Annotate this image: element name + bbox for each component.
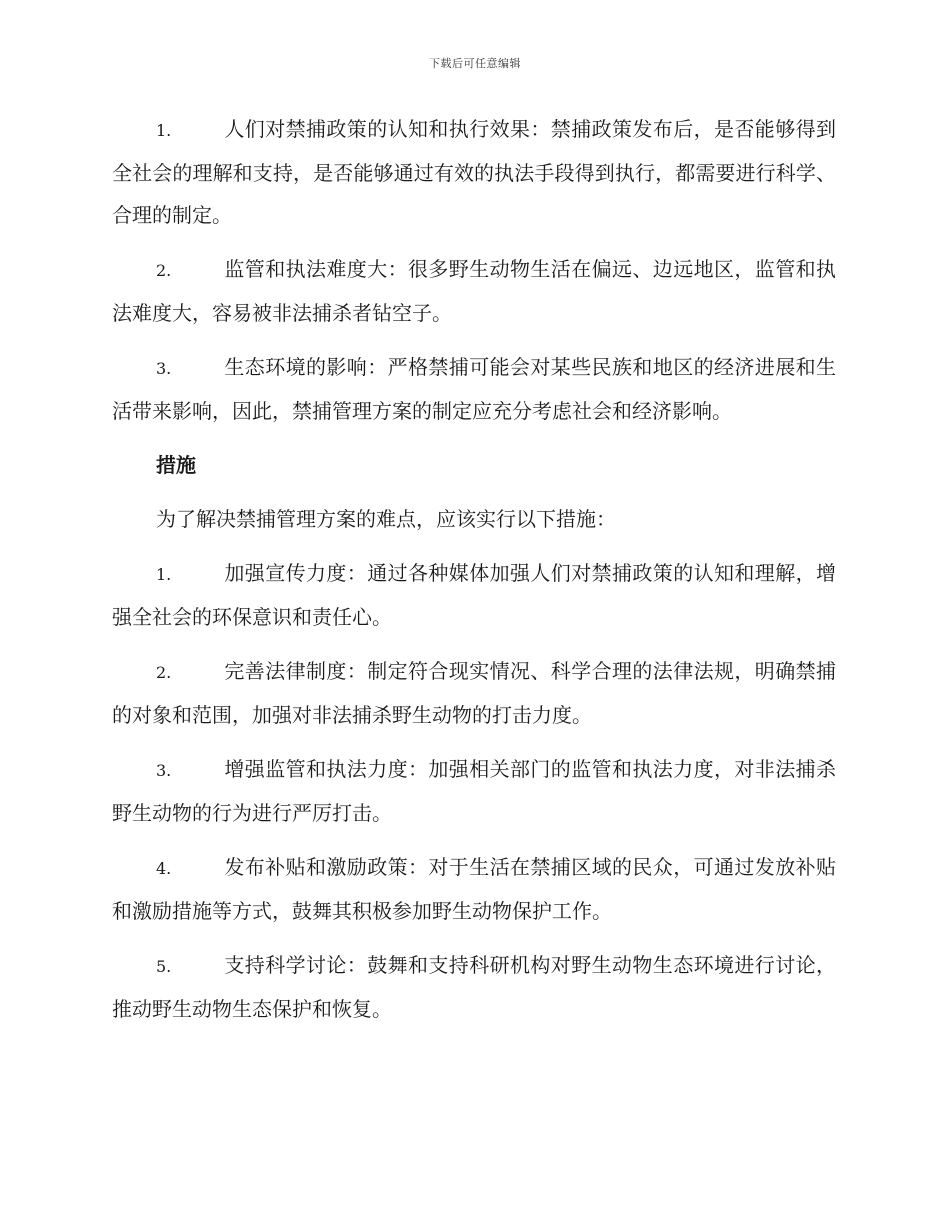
item-number: 1. [156,121,172,140]
item-text: 加强宣传力度：通过各种媒体加强人们对禁捕政策的认知和理解，增强全社会的环保意识和责任心。 [112,561,836,629]
measure-item-5 [112,944,836,1030]
measure-item-2 [112,650,836,736]
section-heading: 措施 [156,453,196,477]
difficulty-item-3 [112,346,836,432]
item-number: 2. [156,663,172,682]
document-body [112,108,836,1042]
item-number: 3. [156,761,172,780]
item-number: 5. [156,957,172,976]
item-text: 人们对禁捕政策的认知和执行效果：禁捕政策发布后，是否能够得到全社会的理解和支持，是否能够通过有效的执法手段得到执行，都需要进行科学、合理的制定。 [112,117,836,227]
measure-item-4 [112,846,836,932]
item-text: 监管和执法难度大：很多野生动物生活在偏远、边远地区，监管和执法难度大，容易被非法捕杀者钻空子。 [112,257,836,325]
item-text: 支持科学讨论：鼓舞和支持科研机构对野生动物生态环境进行讨论，推动野生动物生态保护和恢复。 [112,953,836,1021]
page-header: 下载后可任意编辑 [429,57,521,70]
item-text: 发布补贴和激励政策：对于生活在禁捕区域的民众，可通过发放补贴和激励措施等方式，鼓舞其积极参加野生动物保护工作。 [112,855,836,923]
item-number: 4. [156,859,172,878]
measure-item-3 [112,748,836,834]
measure-item-1 [112,552,836,638]
item-text: 增强监管和执法力度：加强相关部门的监管和执法力度，对非法捕杀野生动物的行为进行严厉打击。 [112,757,836,825]
item-text: 完善法律制度：制定符合现实情况、科学合理的法律法规，明确禁捕的对象和范围，加强对非法捕杀野生动物的打击力度。 [112,659,836,727]
section-intro: 为了解决禁捕管理方案的难点，应该实行以下措施： [156,507,616,531]
item-number: 2. [156,261,172,280]
difficulty-item-2 [112,248,836,334]
item-number: 3. [156,359,172,378]
difficulty-item-1 [112,108,836,236]
item-number: 1. [156,565,172,584]
item-text: 生态环境的影响：严格禁捕可能会对某些民族和地区的经济进展和生活带来影响，因此，禁捕管理方案的制定应充分考虑社会和经济影响。 [112,355,836,423]
